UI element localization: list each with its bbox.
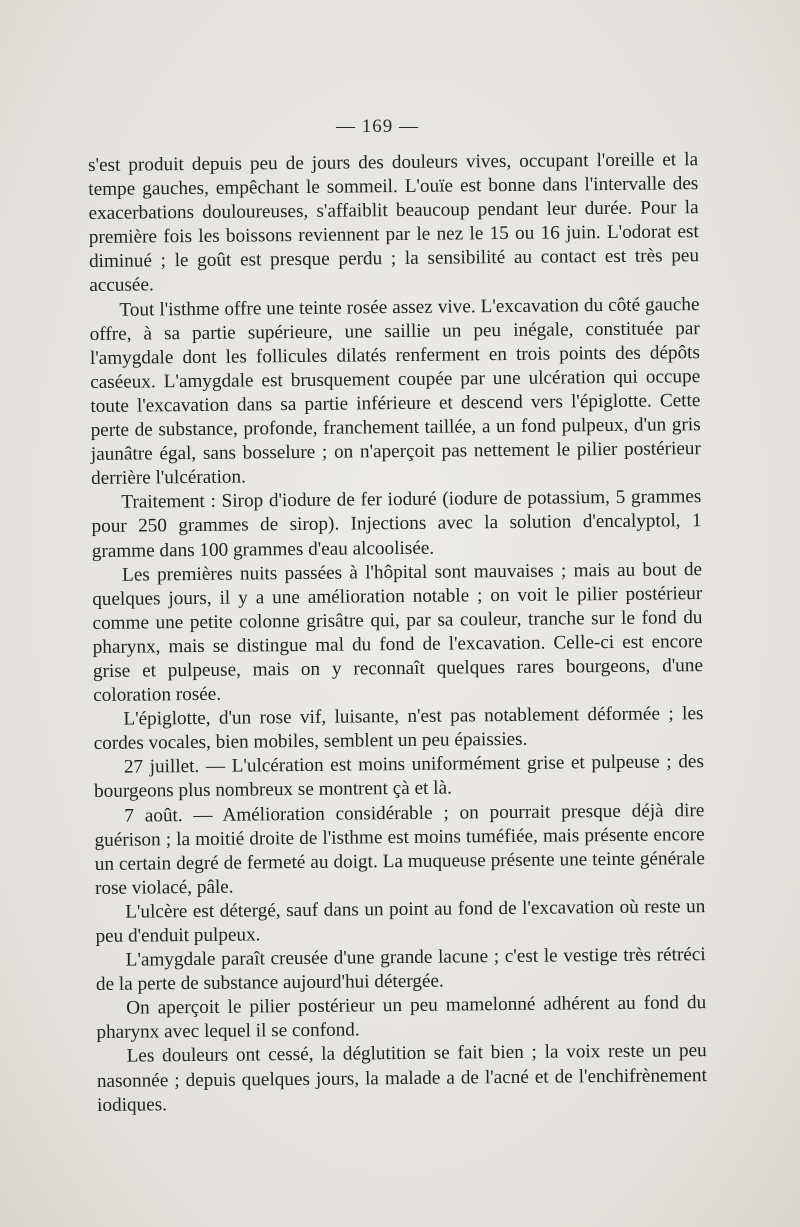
- body-text: [88, 148, 707, 1118]
- paragraph-isthmus-examination: Tout l'isthme offre une teinte rosée assez vive. L'excavation du côté gauche offre, à sa partie supérieure, une saillie un peu inégale, constituée par l'amygdale dont les follicules dilatés renferment en trois points des dépôts caséeux. L'amygdale est brusquement coupée par une ulcération qui occupe toute l'excavation dans sa partie inférieure et descend vers l'épiglotte. Cette perte de substance, profonde, franchement taillée, a un fond pulpeux, d'un gris jaunâtre égal, sans bosselure ; on n'aperçoit pas nettement le pilier postérieur derrière l'ulcération.: [89, 293, 701, 490]
- paragraph-pain-ceased: Les douleurs ont cessé, la déglutition se fait bien ; la voix reste un peu nasonnée ; depuis quelques jours, la malade a de l'acné et de l'enchifrènement iodiques.: [96, 1040, 707, 1116]
- paragraph-july-27: 27 juillet. — L'ulcération est moins uniformément grise et pulpeuse ; des bourgeons plus nombreux se montrent çà et là.: [94, 751, 704, 803]
- paragraph-treatment: Traitement : Sirop d'iodure de fer ioduré (iodure de potassium, 5 grammes pour 250 grammes de sirop). Injections avec la solution d'encalyptol, 1 gramme dans 100 grammes d'eau alcoolisée.: [91, 486, 702, 562]
- paragraph-tonsil-lacuna: L'amygdale paraît creusée d'une grande lacune ; c'est le vestige très rétréci de la perte de substance aujourd'hui détergée.: [95, 944, 706, 996]
- paragraph-continued-symptoms: s'est produit depuis peu de jours des douleurs vives, occupant l'oreille et la tempe gauches, empêchant le sommeil. L'ouïe est bonne dans l'intervalle des exacerbations douloureuses, s'affaiblit beaucoup pendant leur durée. Pour la première fois les boissons reviennent par le nez le 15 ou 16 juin. L'odorat est diminué ; le goût est presque perdu ; la sensibilité au contact est très peu accusée.: [88, 149, 700, 297]
- paragraph-first-nights: Les premières nuits passées à l'hôpital sont mauvaises ; mais au bout de quelques jours, il y a une amélioration notable ; on voit le pilier postérieur comme une petite colonne grisâtre qui, par sa couleur, tranche sur le fond du pharynx, mais se distingue mal du fond de l'excavation. Celle-ci est encore grise et pulpeuse, mais on y reconnaît quelques rares bourgeons, d'une coloration rosée.: [92, 558, 704, 707]
- paragraph-august-7: 7 août. — Amélioration considérable ; on pourrait presque déjà dire guérison ; la moitié droite de l'isthme est moins tuméfiée, mais présente encore un certain degré de fermeté au doigt. La muqueuse présente une teinte générale rose violacé, pâle.: [94, 799, 705, 899]
- paragraph-epiglottis: L'épiglotte, d'un rose vif, luisante, n'est pas notablement déformée ; les cordes vocales, bien mobiles, semblent un peu épaissies.: [93, 703, 704, 755]
- paragraph-posterior-pillar: On aperçoit le pilier postérieur un peu mamelonné adhérent au fond du pharynx avec lequel il se confond.: [96, 992, 707, 1044]
- page-number: — 169 —: [336, 116, 419, 137]
- paragraph-ulcer-cleaned: L'ulcère est détergé, sauf dans un point au fond de l'excavation où reste un peu d'enduit pulpeux.: [95, 896, 706, 947]
